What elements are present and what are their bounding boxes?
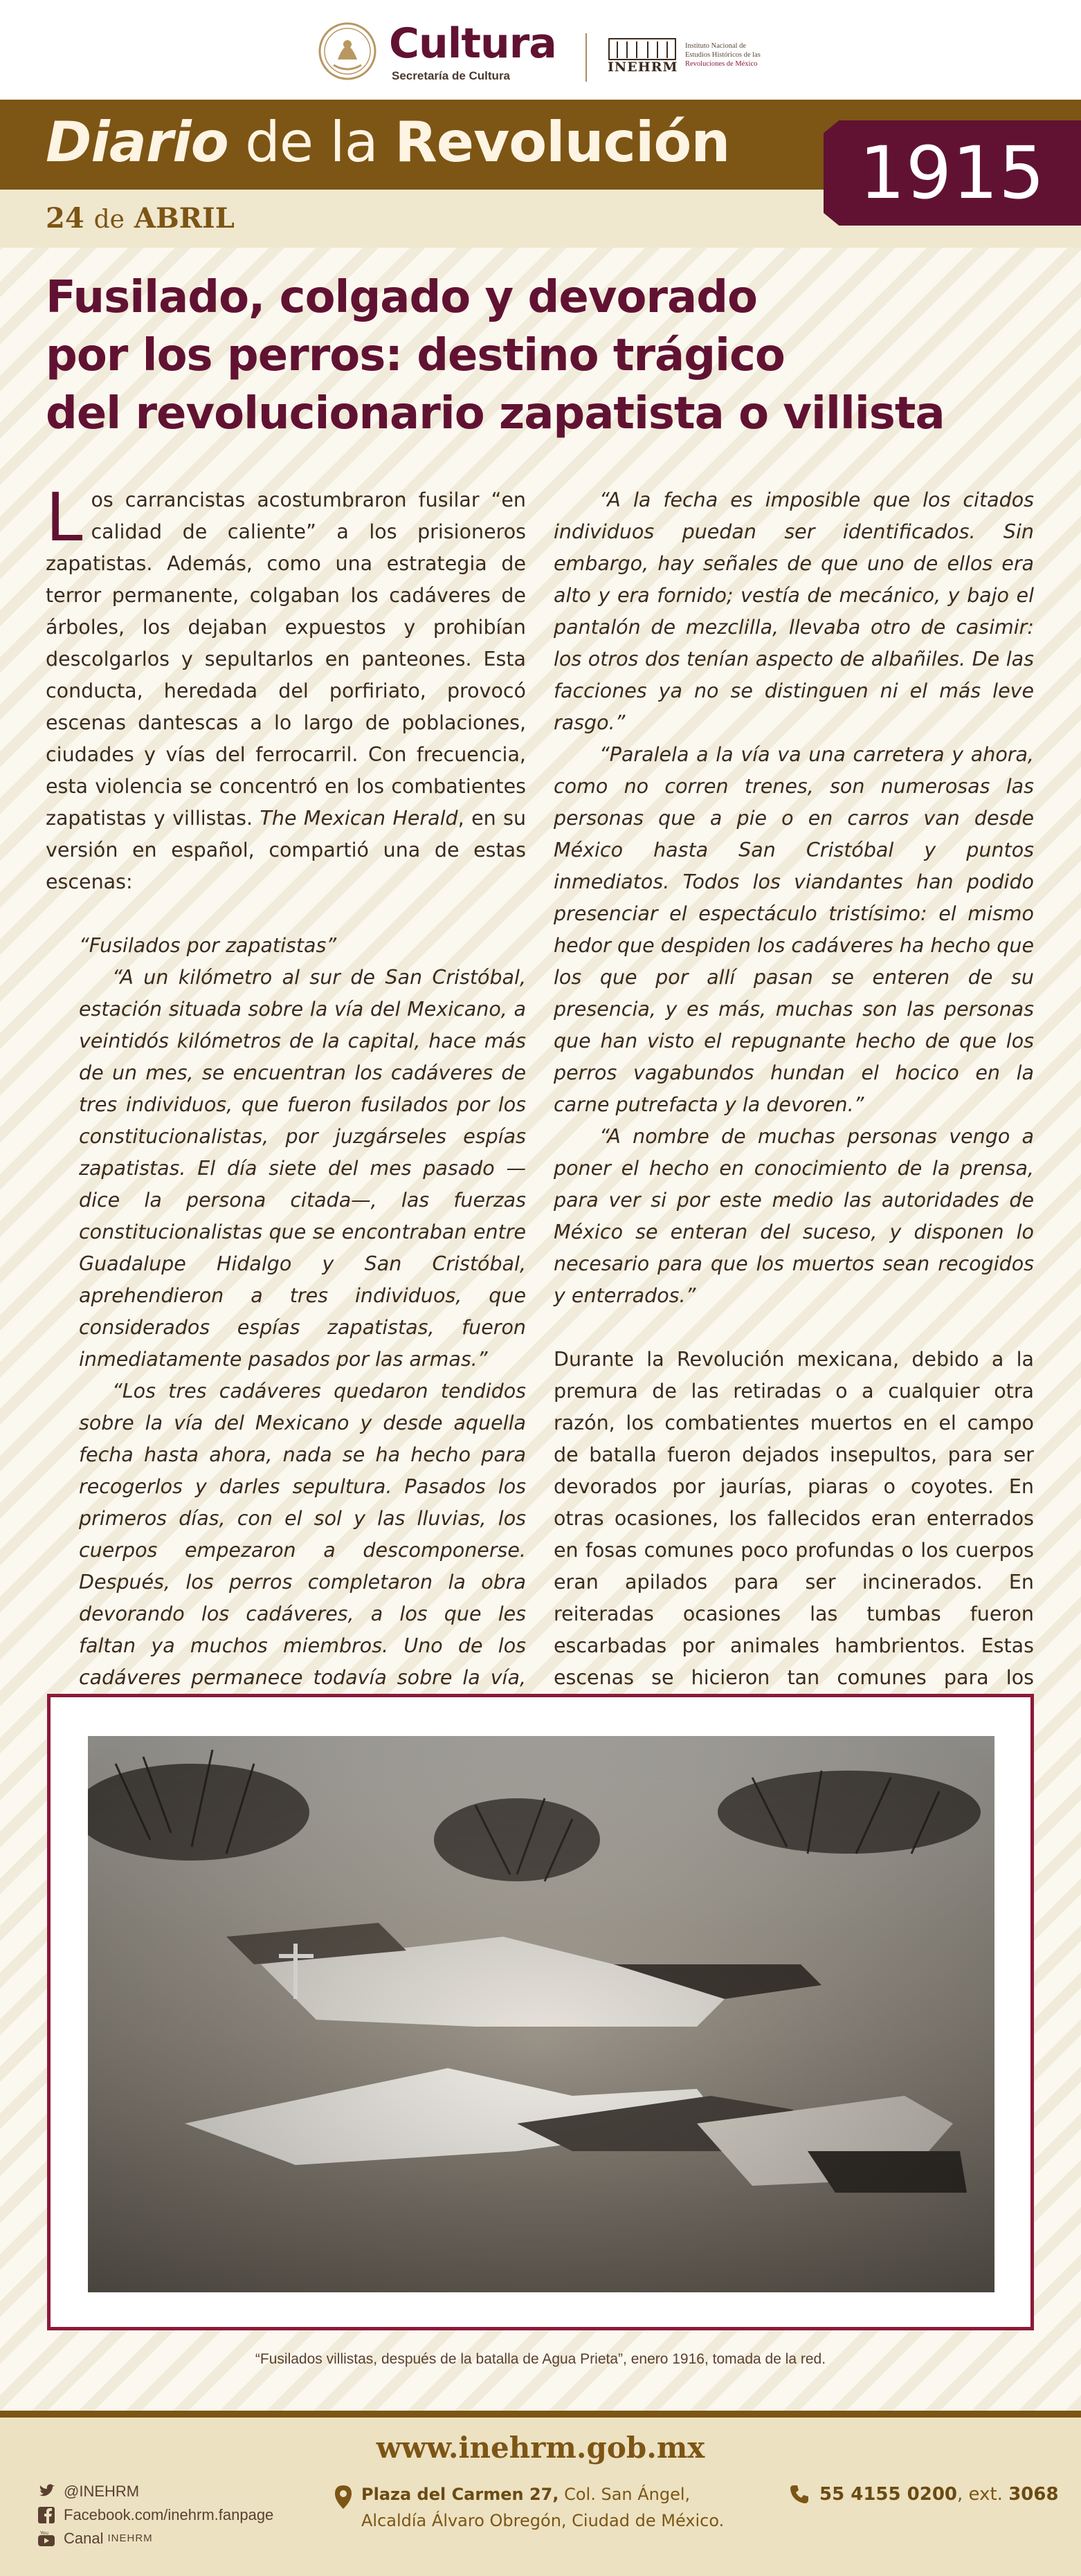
youtube-label: Canal (64, 2530, 104, 2547)
twitter-icon (37, 2483, 55, 2501)
headline (46, 268, 1042, 443)
youtube-channel-name: INEHRM (107, 2532, 153, 2544)
date-de: de (93, 205, 125, 234)
phone[interactable] (819, 2481, 1059, 2508)
series-title-diario: Diario (46, 110, 228, 174)
mexico-seal-icon (317, 19, 378, 87)
quote-paragraph-2: “Los tres cadáveres quedaron tendidos sobre la vía del Mexicano y desde aquella fecha hasta ahora, nada se ha hecho para recogerlos y darles sepultura. Pasados los primeros días, con el sol y las lluvias, los cuerpos empezaron a descomponerse. Después, los perros completaron la obra devorando los cadáveres, a los que les faltan ya muchos miembros. Uno de los cadáveres permanece todavía sobre la vía, (79, 1380, 526, 1689)
quote-block-right (554, 484, 1034, 1312)
cultura-subtitle: Secretaría de Cultura (392, 69, 511, 82)
article-column-left (46, 479, 527, 1789)
phone-ext-label: , ext. (957, 2484, 1009, 2505)
location-pin-icon (334, 2484, 353, 2510)
year: 1915 (859, 131, 1046, 215)
address-colonia: Col. San Ángel, (558, 2485, 691, 2504)
historical-photo (88, 1736, 994, 2292)
quote-block-left (79, 930, 526, 1789)
photo-caption: “Fusilados villistas, después de la batalla de Agua Prieta”, enero 1916, tomada de la red. (255, 2351, 826, 2367)
intro-text: Los carrancistas acostumbraron fusilar “en calidad de caliente” a los prisioneros zapatistas. Además, como una estrategia de terror permanente, colgaban los cadáveres de árboles, los dejaban expuestos y prohibían descolgarlos y sepultarlos en panteones. Esta conducta, heredada del porfiriato, provocó escenas dantescas a lo largo de poblaciones, ciudades y vías del ferrocarril. Con frecuencia, esta violencia se concentró en los combatientes zapatistas y villistas. (46, 479, 526, 830)
youtube-icon (37, 2530, 55, 2548)
facebook-url: Facebook.com/inehrm.fanpage (64, 2506, 274, 2523)
quote-title: “Fusilados por zapatistas” (79, 934, 337, 957)
phone-extension: 3068 (1008, 2484, 1059, 2505)
address-street: Plaza del Carmen 27, (361, 2485, 559, 2504)
quote-paragraph-3: “A la fecha es imposible que los citados individuos puedan ser identificados. Sin embargo, hay señales de que uno de ellos era alto y era fornido; vestía de mecánico, y bajo el pantalón de mezclilla, llevaba otro de casimir: los otros dos tenían aspecto de albañiles. De las facciones ya no se distinguen ni el más leve rasgo.” (554, 488, 1034, 734)
address-line1 (361, 2481, 724, 2508)
phone-icon (789, 2484, 810, 2505)
inehrm-desc-line2: Estudios Históricos de las (685, 51, 761, 59)
footer-rule (0, 2411, 1081, 2418)
intro-text-end: , en su versión en español, compartió una de estas escenas: (46, 807, 527, 893)
headline-line3: del revolucionario zapatista o villista (46, 388, 945, 439)
closing-paragraph: Durante la Revolución mexicana, debido a la premura de las retiradas o a cualquier otra razón, los combatientes muertos en el campo de batalla fueron dejados insepultos, para ser devorados por jaurías, piaras o coyotes. En otras ocasiones, los fallecidos eran enterrados en fosas comunes poco profundas o los cuerpos eran apilados para ser incinerados. En reiteradas ocasiones las tumbas fueron escarbadas por animales hambrientos. Estas escenas se hicieron tan comunes para los (554, 1348, 1034, 1689)
logo-bar (0, 0, 1081, 100)
phone-number: 55 4155 0200 (819, 2484, 958, 2505)
inehrm-desc-line3: Revoluciones de México (685, 60, 758, 68)
quote-paragraph-4: “Paralela a la vía va una carretera y ahora, como no corren trenes, son numerosas las personas que a pie o en carros van desde México hasta San Cristóbal y puntos inmediatos. Todos los viandantes han podido presenciar el espectáculo tristísimo: el mismo hedor que despiden los cadáveres ha hecho que los que por allí pasan se enteren de su presencia, y es más, muchas son las personas que han visto el repugnante hecho de que los perros vagabundos hundan el hocico en la carne putrefacta y la devoren.” (554, 743, 1034, 1116)
twitter-link[interactable] (37, 2480, 273, 2503)
photo-frame (47, 1694, 1034, 2330)
twitter-handle: @INEHRM (64, 2483, 140, 2500)
social-links (37, 2480, 273, 2550)
quote-paragraph-5: “A nombre de muchas personas vengo a poner el hecho en conocimiento de la prensa, para ver si por este medio las autoridades de México se enteran del suceso, y disponen lo necesario para que los muertos sean recogidos y enterrados.” (554, 1125, 1034, 1307)
inehrm-desc-line1: Instituto Nacional de (685, 42, 747, 50)
series-title (46, 108, 729, 177)
facebook-link[interactable] (37, 2503, 273, 2527)
headline-line1: Fusilado, colgado y devorado (46, 272, 757, 323)
series-title-de-la: de la (228, 110, 395, 174)
date-day: 24 (46, 202, 84, 235)
headline-line2: por los perros: destino trágico (46, 330, 785, 381)
intro-paragraph (46, 479, 527, 898)
article-column-right (554, 484, 1034, 1821)
youtube-link[interactable] (37, 2527, 273, 2550)
website-link[interactable]: www.inehrm.gob.mx (376, 2431, 705, 2465)
address-line2: Alcaldía Álvaro Obregón, Ciudad de México. (361, 2511, 725, 2530)
inehrm-logo-text: INEHRM (608, 60, 678, 75)
inehrm-description (685, 42, 775, 68)
cultura-logo-text: Cultura (389, 19, 556, 68)
intro-newspaper-name: The Mexican Herald (260, 807, 458, 830)
date (46, 201, 235, 238)
svg-text:You: You (40, 2530, 49, 2536)
date-month: ABRIL (134, 202, 235, 235)
address (361, 2481, 724, 2534)
quote-paragraph-1: “A un kilómetro al sur de San Cristóbal, estación situada sobre la vía del Mexicano, a veintidós kilómetros de la capital, hace más de un mes, se encuentran los cadáveres de tres individuos, que fueron fusilados por los constitucionalistas, por juzgárseles espías zapatistas. El día siete del mes pasado —dice la persona citada—, las fuerzas constitucionalistas que se encontraban entre Guadalupe Hidalgo y San Cristóbal, aprehendieron a tres individuos, que considerados espías zapatistas, fueron inmediatamente pasados por las armas.” (79, 966, 526, 1371)
logo-divider (585, 33, 587, 82)
series-title-revolucion: Revolución (394, 110, 730, 174)
facebook-icon (37, 2506, 55, 2524)
